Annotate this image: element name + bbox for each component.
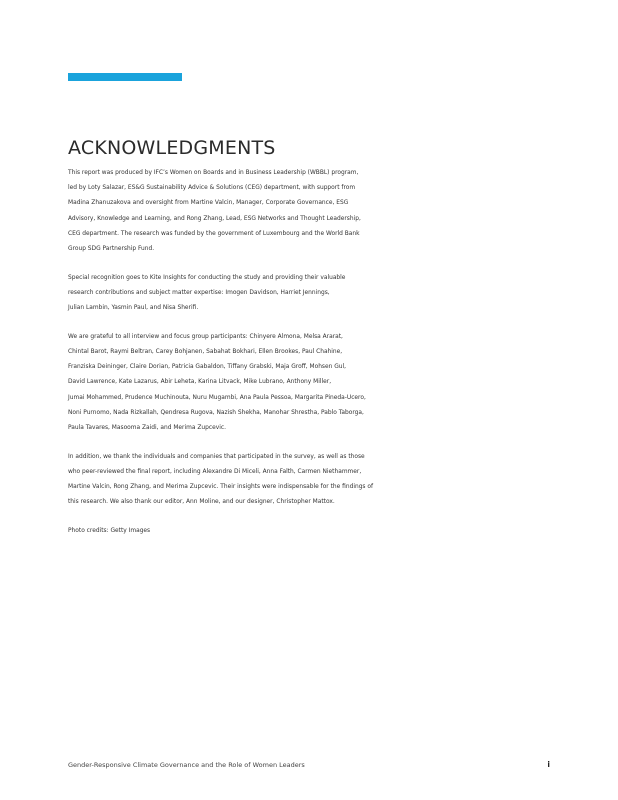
text-line: David Lawrence, Kate Lazarus, Abir Leheta, Karina Litvack, Mike Lubrano, Anthony Miller, — [68, 379, 332, 386]
text-line: Jumai Mohammed, Prudence Muchinouta, Nuru Mugambi, Ana Paula Pessoa, Margarita Pineda-Ucero, — [68, 394, 366, 401]
text-line: We are grateful to all interview and focus group participants: Chinyere Almona, Melsa Ararat, — [68, 333, 343, 340]
body-text — [68, 166, 558, 553]
text-line: CEG department. The research was funded by the government of Luxembourg and the World Bank — [68, 230, 360, 237]
page-title: ACKNOWLEDGMENTS — [68, 137, 276, 159]
text-line: Franziska Deininger, Claire Dorian, Patricia Gabaldon, Tiffany Grabski, Maja Groff, Mohsen Gul, — [68, 364, 347, 371]
text-line: Special recognition goes to Kite Insights for conducting the study and providing their valuable — [68, 274, 346, 281]
text-line: who peer-reviewed the final report, including Alexandre Di Miceli, Anna Falth, Carmen Niethammer, — [68, 468, 362, 475]
text-line: research contributions and subject matter expertise: Imogen Davidson, Harriet Jennings, — [68, 289, 330, 296]
text-line: Photo credits: Getty Images — [68, 528, 151, 535]
text-line: Julian Lambin, Yasmin Paul, and Nisa Sherifi. — [68, 305, 199, 312]
text-line: Chintal Barot, Raymi Beltran, Carey Bohjanen, Sabahat Bokhari, Ellen Brookes, Paul Chahine, — [68, 349, 343, 356]
text-line: Noni Purnomo, Nada Rizkallah, Qendresa Rugova, Nazish Shekha, Manohar Shrestha, Pablo Taborga, — [68, 409, 364, 416]
text-line: In addition, we thank the individuals and companies that participated in the survey, as well as those — [68, 453, 365, 460]
text-line: Paula Tavares, Masooma Zaidi, and Merima Zupcevic. — [68, 425, 226, 432]
text-line: Advisory, Knowledge and Learning, and Rong Zhang, Lead, ESG Networks and Thought Leadership, — [68, 215, 361, 222]
text-line: this research. We also thank our editor, Ann Moline, and our designer, Christopher Mattox. — [68, 499, 335, 506]
paragraph-production — [68, 166, 558, 257]
footer-title: Gender-Responsive Climate Governance and the Role of Women Leaders — [68, 761, 305, 769]
accent-bar — [68, 73, 182, 81]
text-line: Martine Valcin, Rong Zhang, and Merima Zupcevic. Their insights were indispensable for the findings of — [68, 484, 374, 491]
text-line: Madina Zhanuzakova and oversight from Martine Valcin, Manager, Corporate Governance, ESG — [68, 200, 349, 207]
paragraph-participants — [68, 330, 558, 436]
text-line: Group SDG Partnership Fund. — [68, 246, 155, 253]
text-line: led by Loty Salazar, ES&G Sustainability Advice & Solutions (CEG) department, with support from — [68, 185, 356, 192]
paragraph-special-recognition — [68, 271, 558, 317]
page-number: i — [547, 760, 550, 769]
text-line: This report was produced by IFC’s Women on Boards and in Business Leadership (WBBL) program, — [68, 170, 359, 176]
paragraph-reviewers — [68, 450, 558, 511]
paragraph-photo-credits — [68, 524, 558, 539]
